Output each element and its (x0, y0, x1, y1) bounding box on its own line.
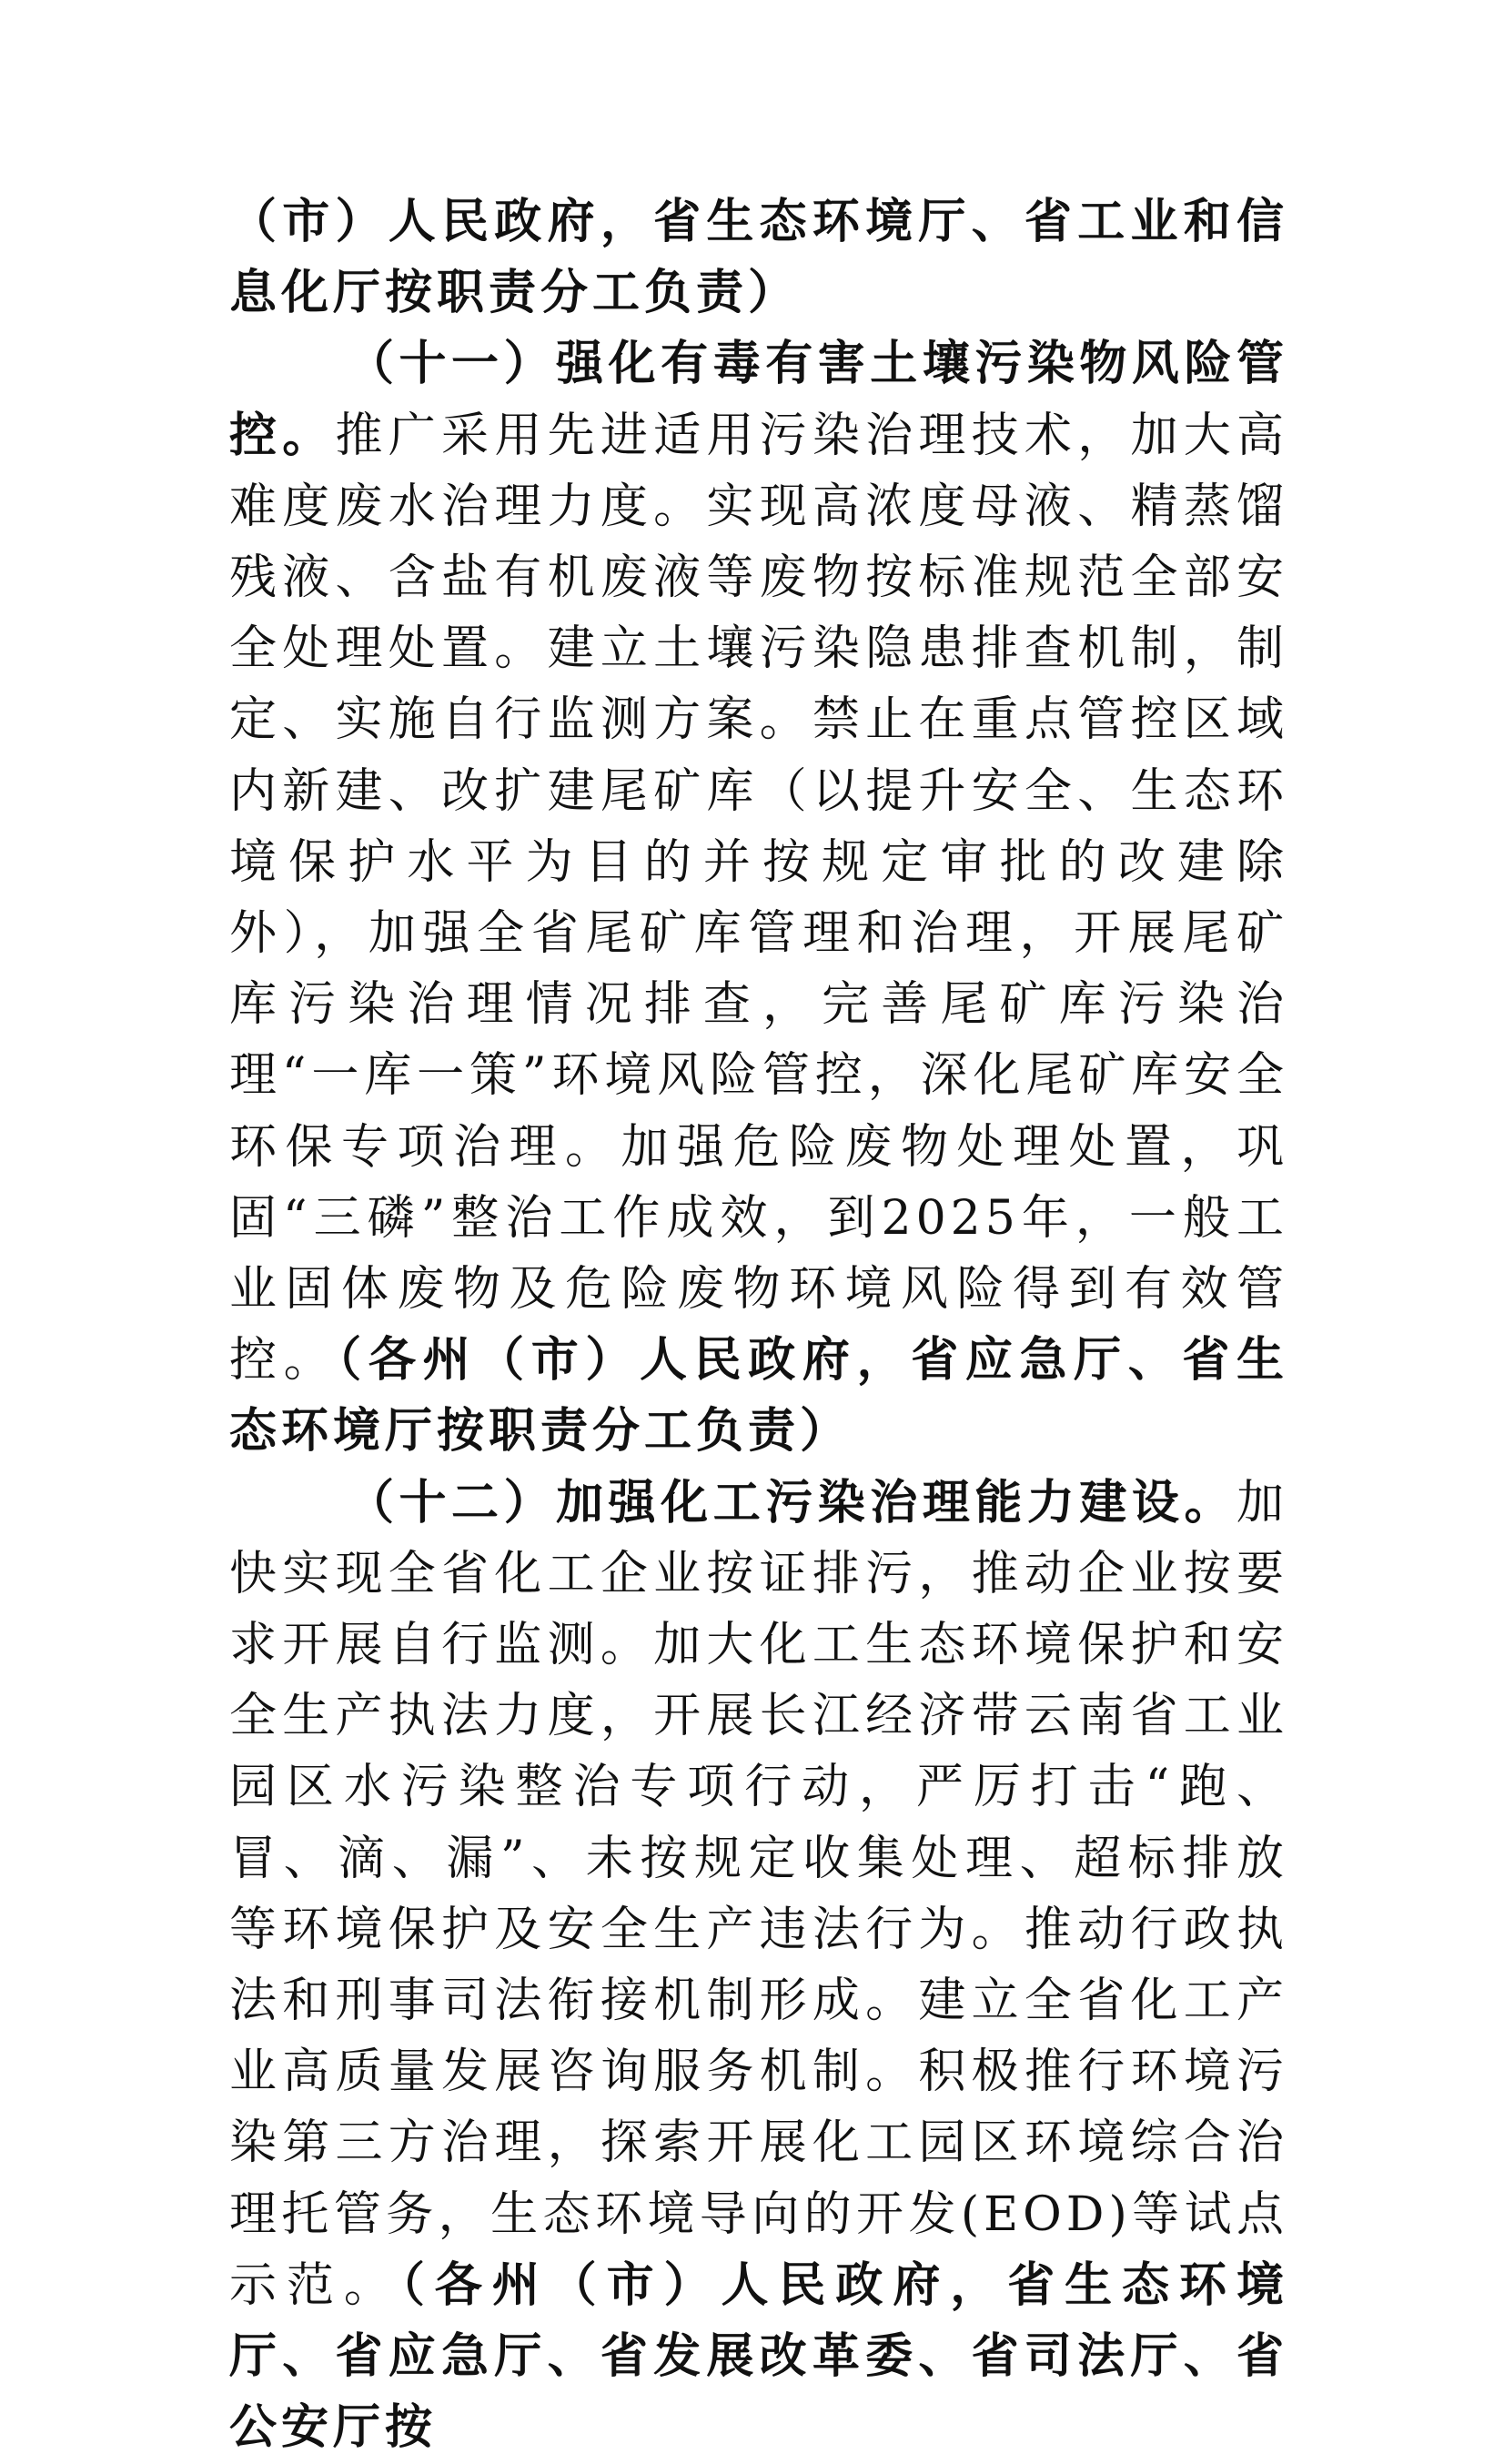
paragraph-continuation (229, 187, 1288, 328)
responsibility-note: （各州（市）人民政府，省应急厅、省生态环境厅按职责分工负责） (229, 1333, 1288, 1459)
section-body: 加快实现全省化工企业按证排污，推动企业按要求开展自行监测。加大化工生态环境保护和安全生产执法力度，开展长江经济带云南省工业园区水污染整治专项行动，严厉打击“跑、冒、滴、漏”、未按规定收集处理、超标排放等环境保护及安全生产违法行为。推动行政执法和刑事司法衔接机制形成。建立全省化工产业高质量发展咨询服务机制。积极推行环境污染第三方治理，探索开展化工园区环境综合治理托管务，生态环境导向的开发(EOD)等试点示范。 (229, 1475, 1288, 2313)
section-heading: （十二）加强化工污染治理能力建设。 (347, 1475, 1237, 1530)
section-body: 推广采用先进适用污染治理技术，加大高难度废水治理力度。实现高浓度母液、精蒸馏残液、含盐有机废液等废物按标准规范全部安全处理处置。建立土壤污染隐患排查机制，制定、实施自行监测方案。禁止在重点管控区域内新建、改扩建尾矿库（以提升安全、生态环境保护水平为目的并按规定审批的改建除外），加强全省尾矿库管理和治理，开展尾矿库污染治理情况排查，完善尾矿库污染治理“一库一策”环境风险管控，深化尾矿库安全环保专项治理。加强危险废物处理处置，巩固“三磷”整治工作成效，到2025年，一般工业固体废物及危险废物环境风险得到有效管控。 (229, 408, 1288, 1389)
document-page (229, 187, 1288, 2464)
responsibility-note: （市）人民政府，省生态环境厅、省工业和信息化厅按职责分工负责） (229, 195, 1288, 321)
paragraph-section-11 (229, 328, 1288, 1467)
responsibility-note: （各州（市）人民政府，省生态环境厅、省应急厅、省发展改革委、省司法厅、省公安厅按 (229, 2257, 1288, 2456)
section-heading: （十一）强化有毒有害土壤污染物风险管控。 (229, 337, 1288, 463)
paragraph-section-12 (229, 1468, 1288, 2464)
